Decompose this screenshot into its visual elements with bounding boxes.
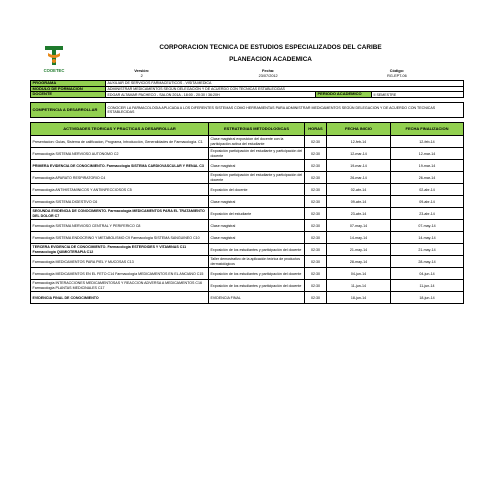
activity-cell: Farmacología SISTEMA NERVIOSO CENTRAL Y PERIFERICO C8 bbox=[31, 220, 209, 232]
hours-cell: 02:30 bbox=[305, 220, 327, 232]
date-label: Fecha: bbox=[262, 69, 275, 74]
hours-cell: 02:30 bbox=[305, 268, 327, 280]
activity-cell: Farmacología SISTEMA ENDOCRINO Y METABOLISMO C9 Farmacología SISTEMA SANGUINEO C10 bbox=[31, 232, 209, 244]
activity-cell: TERCERA EVIDENCIA DE CONOCIMIENTO. Farmacología ESTEROIDES Y VITAMINAS C11 Farmacología QUIMIOTERAPIA C12 bbox=[31, 244, 209, 256]
modulo-label: MODULO DE FORMACION bbox=[31, 86, 106, 92]
activity-cell: Farmacología ANTIHISTAMINICOS Y ANTIINFECCIOSOS C5 bbox=[31, 184, 209, 196]
strategy-cell: Exposición de los estudiantes y participación del docente bbox=[209, 244, 305, 256]
end-date-cell: 12-mar-14 bbox=[391, 148, 464, 160]
end-date-cell: 23-abr-14 bbox=[391, 208, 464, 220]
end-date-cell: 02-abr-14 bbox=[391, 184, 464, 196]
start-date-cell: 02-abr-14 bbox=[327, 184, 391, 196]
strategy-cell: Exposición de los estudiantes y participación del docente bbox=[209, 268, 305, 280]
end-date-cell: 26-mar-14 bbox=[391, 172, 464, 184]
logo-text: COOETEC bbox=[43, 68, 65, 74]
end-date-cell: 09-abr-14 bbox=[391, 196, 464, 208]
logo bbox=[30, 38, 78, 78]
table-row bbox=[31, 160, 464, 172]
activity-cell: Farmacología MEDICAMENTOS EN EL FETO C14 Farmacología MEDICAMENTOS EN EL ANCIANO C15 bbox=[31, 268, 209, 280]
strategy-cell: Exposición participación del estudiante y participación del docente bbox=[209, 172, 305, 184]
start-date-cell: 12-mar-14 bbox=[327, 148, 391, 160]
activity-cell: Farmacología SISTEMA DIGESTIVO C6 bbox=[31, 196, 209, 208]
hours-cell: 02:30 bbox=[305, 184, 327, 196]
col-header-start: FECHA INICIO bbox=[327, 123, 391, 136]
table-row bbox=[31, 184, 464, 196]
start-date-cell: 11-jun-14 bbox=[327, 280, 391, 292]
end-date-cell: 18-jun-14 bbox=[391, 292, 464, 304]
end-date-cell: 12-feb-14 bbox=[391, 136, 464, 148]
start-date-cell: 19-mar-14 bbox=[327, 160, 391, 172]
table-row bbox=[31, 280, 464, 292]
competencia-label: COMPETENCIA A DESARROLLAR bbox=[31, 103, 106, 118]
activity-cell: PRIMERA EVIDENCIA DE CONOCIMIENTO. Farmacología SISTEMA CARDIOVASCULAR Y RENAL C3 bbox=[31, 160, 209, 172]
end-date-cell: 21-may-14 bbox=[391, 244, 464, 256]
strategy-cell: Exposición de los estudiantes y participación del docente bbox=[209, 280, 305, 292]
activity-cell: Farmacología SISTEMA NERVIOSO AUTONOMO C2 bbox=[31, 148, 209, 160]
start-date-cell: 12-feb-14 bbox=[327, 136, 391, 148]
version-value: 2 bbox=[140, 73, 143, 78]
hours-cell: 02:30 bbox=[305, 136, 327, 148]
code-value: RG-EPT-06 bbox=[387, 73, 407, 78]
start-date-cell: 14-may-14 bbox=[327, 232, 391, 244]
version-label: Versión: bbox=[134, 69, 150, 74]
activity-cell: Farmacología MEDICAMENTOS PARA PIEL Y MUCOSAS C13 bbox=[31, 256, 209, 268]
date-value: 23/07/2012 bbox=[258, 73, 278, 78]
start-date-cell: 21-may-14 bbox=[327, 244, 391, 256]
periodo-label: PERIODO ACADEMICO bbox=[316, 92, 372, 98]
hours-cell: 02:30 bbox=[305, 232, 327, 244]
table-row bbox=[31, 256, 464, 268]
competencia-value: CONOCER LA FARMACOLOGIA APLICADA A LOS DIFERENTES SISTEMAS COMO HERRAMIENTAS PARA ADMINISTRAR MEDICAMENTOS SEGÚN DELEGACION Y DE ACUERDO CON TECNICAS ESTABLECIDAS bbox=[106, 103, 464, 118]
periodo-value: II SEMESTRE bbox=[372, 92, 464, 98]
table-row bbox=[31, 136, 464, 148]
start-date-cell: 28-may-14 bbox=[327, 256, 391, 268]
hours-cell: 02:30 bbox=[305, 160, 327, 172]
end-date-cell: 11-jun-14 bbox=[391, 280, 464, 292]
hours-cell: 02:30 bbox=[305, 280, 327, 292]
strategy-cell: Taller demostrativo de la aplicación teórica de productos dermatológicos bbox=[209, 256, 305, 268]
end-date-cell: 04-jun-14 bbox=[391, 268, 464, 280]
table-row bbox=[31, 244, 464, 256]
activities-table bbox=[30, 122, 464, 304]
strategy-cell: Clase magistral exposicion del docente con la participación activa del estudiante bbox=[209, 136, 305, 148]
start-date-cell: 23-abr-14 bbox=[327, 208, 391, 220]
hours-cell: 02:30 bbox=[305, 172, 327, 184]
header-table bbox=[30, 38, 463, 78]
col-header-hours: HORAS bbox=[305, 123, 327, 136]
strategy-cell: Clase magistral bbox=[209, 220, 305, 232]
modulo-value: ADMINISTRAR MEDICAMENTOS SEGÚN DELEGACIÓN Y DE ACUERDO CON TECNICAS ESTABLECIDAS bbox=[106, 86, 464, 92]
programa-value: AUXILIAR DE SERVICIOS FARMACEUTICOS - VISITA MEDICA bbox=[106, 81, 464, 87]
col-header-end: FECHA FINALIZACION bbox=[391, 123, 464, 136]
info-table bbox=[30, 80, 464, 122]
strategy-cell: Clase magistral bbox=[209, 196, 305, 208]
table-row bbox=[31, 232, 464, 244]
activity-cell: SEGUNDA EVIDENCIA DE CONOCIMIENTO. Farmacología MEDICAMENTOS PARA EL TRATAMIENTO DEL DOLOR C7 bbox=[31, 208, 209, 220]
docente-label: DOCENTE bbox=[31, 92, 106, 98]
code-label: Código: bbox=[389, 69, 405, 74]
activity-cell: Presentacion: Guias, Sistema de calificacion, Programa, Introducción, Generalidades de Farmacología. C1 bbox=[31, 136, 209, 148]
end-date-cell: 19-mar-14 bbox=[391, 160, 464, 172]
document-meta bbox=[80, 69, 462, 78]
table-row bbox=[31, 220, 464, 232]
hours-cell: 02:30 bbox=[305, 256, 327, 268]
start-date-cell: 09-abr-14 bbox=[327, 196, 391, 208]
table-row bbox=[31, 196, 464, 208]
strategy-cell: Clase magistral bbox=[209, 232, 305, 244]
hours-cell: 02:30 bbox=[305, 208, 327, 220]
col-header-activities: ACTIVIDADES TEORICAS Y PRACTICAS A DESARROLLAR bbox=[31, 123, 209, 136]
start-date-cell: 04-jun-14 bbox=[327, 268, 391, 280]
strategy-cell: Exposición del docente bbox=[209, 184, 305, 196]
end-date-cell: 07-may-14 bbox=[391, 220, 464, 232]
start-date-cell: 26-mar-14 bbox=[327, 172, 391, 184]
table-row bbox=[31, 148, 464, 160]
activity-cell: Farmacología APARATO RESPIRATORIO C4 bbox=[31, 172, 209, 184]
end-date-cell: 28-may-14 bbox=[391, 256, 464, 268]
table-row bbox=[31, 208, 464, 220]
start-date-cell: 18-jun-14 bbox=[327, 292, 391, 304]
strategy-cell: Exposición del estudiante bbox=[209, 208, 305, 220]
end-date-cell: 14-may-14 bbox=[391, 232, 464, 244]
start-date-cell: 07-may-14 bbox=[327, 220, 391, 232]
planning-sheet bbox=[30, 38, 463, 304]
cootec-logo-icon bbox=[39, 43, 69, 73]
programa-label: PROGRAMA bbox=[31, 81, 106, 87]
activity-cell: EVIDENCIA FINAL DE CONOCIMIENTO bbox=[31, 292, 209, 304]
table-row bbox=[31, 172, 464, 184]
hours-cell: 02:30 bbox=[305, 148, 327, 160]
hours-cell: 02:30 bbox=[305, 244, 327, 256]
activity-cell: Farmacología INTERACCIONES MEDICAMENTOSAS Y REACCION ADVERSA A MEDICAMENTOS C16 Farmacología PLANTAS MEDICINALES C17 bbox=[31, 280, 209, 292]
table-row bbox=[31, 292, 464, 304]
strategy-cell: Clase magistral bbox=[209, 160, 305, 172]
strategy-cell: Exposición participación del estudiante y participación del docente bbox=[209, 148, 305, 160]
table-row bbox=[31, 268, 464, 280]
document-title: CORPORACION TECNICA DE ESTUDIOS ESPECIALIZADOS DEL CARIBE bbox=[159, 44, 382, 51]
col-header-strategies: ESTRATEGIAS METODOLOGICAS bbox=[209, 123, 305, 136]
hours-cell: 02:30 bbox=[305, 292, 327, 304]
docente-value: EDGAR ALTAMAR PACHECO - SALON 201A - 18:00 - 20:30 / 36:20H bbox=[106, 92, 316, 98]
document-subtitle: PLANEACION ACADEMICA bbox=[229, 55, 312, 63]
strategy-cell: EVIDENCIA FINAL bbox=[209, 292, 305, 304]
hours-cell: 02:30 bbox=[305, 196, 327, 208]
